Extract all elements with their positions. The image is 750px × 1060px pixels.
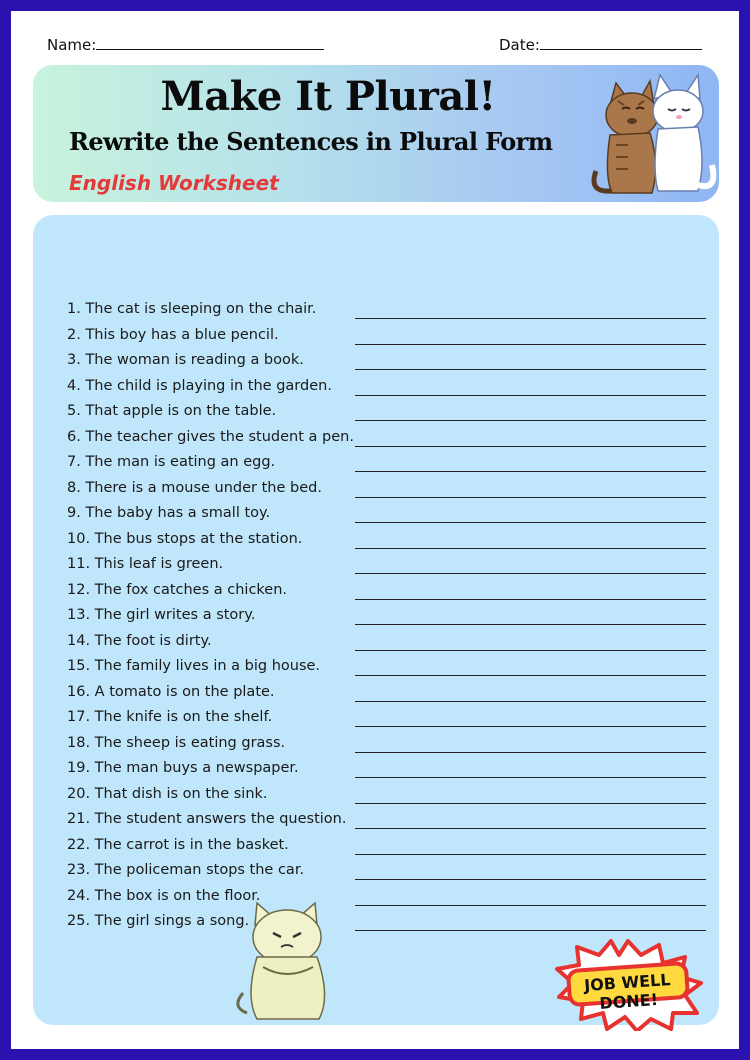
sentence-item — [67, 299, 707, 325]
answer-line[interactable] — [355, 930, 706, 931]
sentence-text: 14. The foot is dirty. — [67, 632, 212, 649]
sentence-item — [67, 503, 707, 529]
sentence-item — [67, 401, 707, 427]
sentence-text: 23. The policeman stops the car. — [67, 862, 305, 878]
sentence-text: 20. That dish is on the sink. — [67, 785, 268, 802]
page-title: Make It Plural! — [160, 73, 496, 120]
sentence-item — [67, 784, 707, 810]
sentence-text: 4. The child is playing in the garden. — [67, 377, 332, 394]
sentence-item — [67, 376, 707, 402]
answer-line[interactable] — [355, 879, 706, 880]
sentence-item — [67, 427, 707, 453]
sentence-item — [67, 886, 707, 912]
sentence-text: 5. That apple is on the table. — [67, 403, 277, 419]
sentence-item — [67, 631, 707, 657]
answer-line[interactable] — [355, 650, 706, 651]
sentence-text: 6. The teacher gives the student a pen. — [67, 428, 354, 445]
answer-line[interactable] — [355, 701, 706, 702]
answer-line[interactable] — [355, 777, 706, 778]
sentence-text: 18. The sheep is eating grass. — [67, 734, 286, 751]
sentence-text: 9. The baby has a small toy. — [67, 505, 271, 521]
name-blank[interactable] — [96, 35, 324, 50]
name-label: Name: — [47, 36, 97, 54]
sentence-item — [67, 605, 707, 631]
sentence-item — [67, 835, 707, 861]
sentence-item — [67, 758, 707, 784]
answer-line[interactable] — [355, 624, 706, 625]
answer-line[interactable] — [355, 854, 706, 855]
answer-line[interactable] — [355, 803, 706, 804]
worksheet-page — [11, 11, 739, 1049]
sentence-text: 7. The man is eating an egg. — [67, 454, 276, 470]
date-blank[interactable] — [540, 35, 702, 50]
worksheet-tag: English Worksheet — [69, 171, 279, 195]
sentence-text: 21. The student answers the question. — [67, 811, 347, 827]
sentence-item — [67, 478, 707, 504]
sentence-item — [67, 554, 707, 580]
badge-text: JOB WELL DONE! — [583, 970, 672, 1013]
sentence-text: 12. The fox catches a chicken. — [67, 581, 288, 598]
answer-line[interactable] — [355, 828, 706, 829]
answer-line[interactable] — [355, 548, 706, 549]
sentence-item — [67, 580, 707, 606]
sentence-text: 25. The girl sings a song. — [67, 913, 250, 929]
name-field[interactable] — [47, 35, 324, 54]
sentence-item — [67, 529, 707, 555]
answer-line[interactable] — [355, 573, 706, 574]
sentence-item — [67, 707, 707, 733]
answer-line[interactable] — [355, 420, 706, 421]
sentence-text: 13. The girl writes a story. — [67, 607, 256, 623]
grumpy-cat-illustration — [233, 897, 338, 1023]
sentence-text: 22. The carrot is in the basket. — [67, 836, 289, 853]
sentence-item — [67, 452, 707, 478]
answer-line[interactable] — [355, 369, 706, 370]
sentence-text: 1. The cat is sleeping on the chair. — [67, 301, 317, 317]
sentence-item — [67, 325, 707, 351]
answer-line[interactable] — [355, 318, 706, 319]
sentence-text: 15. The family lives in a big house. — [67, 658, 321, 674]
answer-line[interactable] — [355, 471, 706, 472]
answer-line[interactable] — [355, 395, 706, 396]
sentence-item — [67, 860, 707, 886]
page-subtitle: Rewrite the Sentences in Plural Form — [69, 127, 553, 156]
sentence-list — [67, 299, 707, 937]
date-label: Date: — [499, 36, 540, 54]
answer-line[interactable] — [355, 344, 706, 345]
answer-line[interactable] — [355, 522, 706, 523]
sentence-text: 16. A tomato is on the plate. — [67, 683, 275, 700]
sentence-text: 24. The box is on the floor. — [67, 887, 261, 904]
answer-line[interactable] — [355, 905, 706, 906]
sentence-text: 8. There is a mouse under the bed. — [67, 479, 322, 496]
header-banner — [33, 65, 719, 202]
sentence-text: 17. The knife is on the shelf. — [67, 709, 273, 725]
sentence-text: 3. The woman is reading a book. — [67, 352, 304, 368]
answer-line[interactable] — [355, 726, 706, 727]
cats-illustration — [588, 65, 718, 202]
answer-line[interactable] — [355, 599, 706, 600]
job-well-done-badge — [553, 939, 703, 1031]
answer-line[interactable] — [355, 497, 706, 498]
sentence-text: 19. The man buys a newspaper. — [67, 760, 299, 776]
sentence-item — [67, 733, 707, 759]
sentence-item — [67, 682, 707, 708]
date-field[interactable] — [499, 35, 702, 54]
sentence-item — [67, 656, 707, 682]
sentence-item — [67, 809, 707, 835]
answer-line[interactable] — [355, 446, 706, 447]
sentence-text: 2. This boy has a blue pencil. — [67, 326, 279, 343]
sentence-text: 11. This leaf is green. — [67, 556, 224, 572]
sentence-item — [67, 350, 707, 376]
answer-line[interactable] — [355, 752, 706, 753]
sentence-text: 10. The bus stops at the station. — [67, 530, 303, 547]
sentence-item — [67, 911, 707, 937]
sentences-panel — [33, 215, 719, 1025]
answer-line[interactable] — [355, 675, 706, 676]
